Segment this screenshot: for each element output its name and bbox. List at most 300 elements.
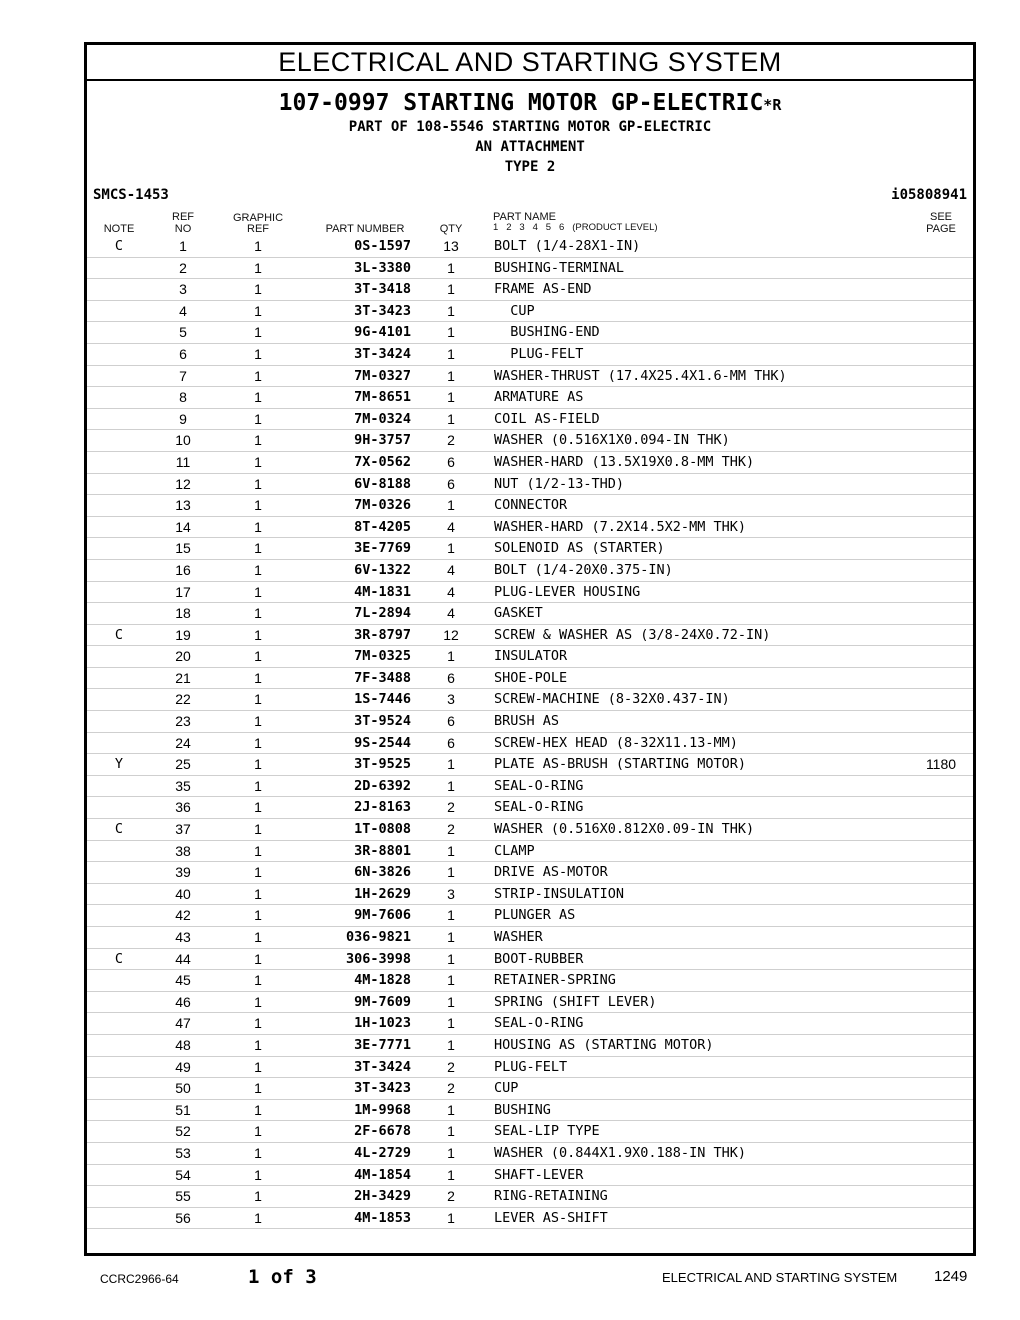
type-line: TYPE 2	[504, 159, 556, 175]
part-number-cell: 7M-0325	[354, 648, 411, 665]
table-row	[87, 409, 973, 431]
part-name-cell: BUSHING-END	[494, 324, 600, 341]
part-name-cell: SEAL-LIP TYPE	[494, 1123, 600, 1140]
part-number-cell: 1H-1023	[354, 1015, 411, 1032]
graphic-ref-cell: 1	[254, 238, 262, 254]
part-name-cell: CUP	[494, 302, 535, 319]
ref-no-cell: 38	[175, 842, 191, 859]
table-row	[87, 452, 973, 474]
ref-no-cell: 12	[175, 475, 191, 492]
qty-cell: 1	[447, 1101, 455, 1118]
table-row	[87, 258, 973, 280]
part-number-cell: 1M-9968	[354, 1101, 411, 1118]
table-row	[87, 1143, 973, 1165]
ref-no-cell: 37	[175, 821, 191, 838]
part-number-cell: 9H-3757	[354, 432, 411, 449]
graphic-ref-cell: 1	[254, 929, 262, 945]
graphic-ref-cell: 1	[254, 799, 262, 816]
footer-section-title: ELECTRICAL AND STARTING SYSTEM	[662, 1270, 898, 1285]
part-name-cell: BOLT (1/4-28X1-IN)	[494, 238, 641, 254]
part-name-cell: WASHER-THRUST (17.4X25.4X1.6-MM THK)	[494, 367, 787, 384]
system-title: ELECTRICAL AND STARTING SYSTEM	[87, 45, 973, 81]
qty-cell: 1	[447, 389, 455, 406]
note-cell: C	[114, 950, 124, 967]
table-row	[87, 754, 973, 776]
graphic-ref-cell: 1	[254, 1123, 262, 1140]
part-number-cell: 4M-1828	[354, 972, 411, 989]
ref-no-cell: 16	[175, 561, 191, 578]
table-row	[87, 430, 973, 452]
table-row	[87, 625, 973, 647]
col-graphic-header-2: REF	[247, 223, 269, 235]
part-name-cell: RETAINER-SPRING	[494, 972, 616, 989]
attachment-line: AN ATTACHMENT	[475, 139, 585, 155]
graphic-ref-cell: 1	[254, 713, 262, 730]
part-number-cell: 7F-3488	[354, 669, 411, 686]
table-row	[87, 344, 973, 366]
table-row	[87, 884, 973, 906]
part-number-cell: 3R-8797	[354, 626, 411, 643]
qty-cell: 2	[447, 432, 455, 449]
part-name-cell: CLAMP	[494, 842, 535, 859]
qty-cell: 4	[447, 583, 455, 600]
graphic-ref-cell: 1	[254, 475, 262, 492]
part-number-cell: 9M-7609	[354, 993, 411, 1010]
qty-cell: 1	[447, 648, 455, 665]
part-number-cell: 3T-3424	[354, 1058, 411, 1075]
col-see-header-1: SEE	[929, 211, 952, 223]
qty-cell: 3	[447, 885, 455, 902]
graphic-ref-cell: 1	[254, 842, 262, 859]
qty-cell: 1	[447, 864, 455, 881]
document-code: CCRC2966-64	[100, 1272, 179, 1286]
part-number-cell: 7M-0327	[354, 367, 411, 384]
graphic-ref-cell: 1	[254, 432, 262, 449]
table-row	[87, 992, 973, 1014]
page-of-indicator: 1 of 3	[248, 1266, 317, 1288]
part-number-cell: 3T-3424	[354, 345, 411, 362]
table-row	[87, 905, 973, 927]
graphic-ref-cell: 1	[254, 410, 262, 427]
part-number-cell: 7M-8651	[354, 389, 411, 406]
part-name-cell: SCREW-MACHINE (8-32X0.437-IN)	[494, 691, 730, 708]
part-number-cell: 2D-6392	[354, 777, 411, 794]
qty-cell: 1	[447, 972, 455, 989]
ref-no-cell: 7	[179, 367, 187, 384]
part-number-cell: 3T-9525	[354, 756, 411, 773]
part-name-cell: COIL AS-FIELD	[494, 410, 600, 427]
ref-no-cell: 15	[175, 540, 191, 557]
part-name-cell: INSULATOR	[494, 648, 568, 665]
qty-cell: 1	[447, 410, 455, 427]
graphic-ref-cell: 1	[254, 1058, 262, 1075]
qty-cell: 1	[447, 950, 455, 967]
graphic-ref-cell: 1	[254, 1036, 262, 1053]
ref-no-cell: 36	[175, 799, 191, 816]
table-row	[87, 776, 973, 798]
qty-cell: 1	[447, 259, 455, 276]
ref-no-cell: 3	[179, 281, 187, 298]
qty-cell: 1	[447, 497, 455, 514]
qty-cell: 1	[447, 324, 455, 341]
part-number-cell: 2H-3429	[354, 1188, 411, 1205]
table-row	[87, 733, 973, 755]
graphic-ref-cell: 1	[254, 777, 262, 794]
ref-no-cell: 48	[175, 1036, 191, 1053]
qty-cell: 1	[447, 777, 455, 794]
graphic-ref-cell: 1	[254, 561, 262, 578]
part-name-cell: WASHER-HARD (7.2X14.5X2-MM THK)	[494, 518, 746, 535]
table-row	[87, 517, 973, 539]
part-name-cell: WASHER	[494, 929, 543, 945]
part-number-cell: 3E-7771	[354, 1036, 411, 1053]
table-row	[87, 279, 973, 301]
part-name-cell: WASHER (0.516X0.812X0.09-IN THK)	[494, 821, 755, 838]
ref-no-cell: 4	[179, 302, 187, 319]
ref-no-cell: 24	[175, 734, 191, 751]
part-number-cell: 9G-4101	[354, 324, 411, 341]
ref-no-cell: 55	[175, 1188, 191, 1205]
qty-cell: 1	[447, 540, 455, 557]
ref-no-cell: 50	[175, 1080, 191, 1097]
ref-no-cell: 22	[175, 691, 191, 708]
qty-cell: 1	[447, 1144, 455, 1161]
ref-no-cell: 14	[175, 518, 191, 535]
table-row	[87, 819, 973, 841]
part-name-cell: BRUSH AS	[494, 713, 560, 730]
part-name-cell: BOOT-RUBBER	[494, 950, 584, 967]
table-row	[87, 1100, 973, 1122]
graphic-ref-cell: 1	[254, 367, 262, 384]
part-name-cell: WASHER-HARD (13.5X19X0.8-MM THK)	[494, 453, 755, 470]
ref-no-cell: 52	[175, 1123, 191, 1140]
col-ref-header-2: NO	[174, 223, 192, 235]
ref-no-cell: 5	[179, 324, 187, 341]
table-row	[87, 1121, 973, 1143]
qty-cell: 1	[447, 929, 455, 945]
table-row	[87, 301, 973, 323]
ref-no-cell: 17	[175, 583, 191, 600]
part-name-cell: WASHER (0.844X1.9X0.188-IN THK)	[494, 1144, 746, 1161]
col-qty-header: QTY	[439, 223, 463, 235]
qty-cell: 4	[447, 605, 455, 622]
part-name-cell: BUSHING-TERMINAL	[494, 259, 625, 276]
part-name-cell: PLUNGER AS	[494, 907, 576, 924]
ref-no-cell: 11	[175, 453, 191, 470]
part-of-line: PART OF 108-5546 STARTING MOTOR GP-ELECTRIC	[348, 119, 712, 135]
part-number-cell: 2F-6678	[354, 1123, 411, 1140]
ref-no-cell: 10	[175, 432, 191, 449]
graphic-ref-cell: 1	[254, 993, 262, 1010]
qty-cell: 1	[447, 1209, 455, 1226]
note-cell: C	[114, 626, 124, 643]
graphic-ref-cell: 1	[254, 605, 262, 622]
table-row	[87, 582, 973, 604]
qty-cell: 12	[443, 626, 459, 643]
col-part-name-header: PART NAME	[493, 211, 556, 223]
ref-no-cell: 6	[179, 345, 187, 362]
part-name-cell: DRIVE AS-MOTOR	[494, 864, 608, 881]
qty-cell: 2	[447, 799, 455, 816]
graphic-ref-cell: 1	[254, 1015, 262, 1032]
ref-no-cell: 43	[175, 929, 191, 945]
part-number-cell: 4M-1853	[354, 1209, 411, 1226]
qty-cell: 1	[447, 1015, 455, 1032]
part-name-cell: LEVER AS-SHIFT	[494, 1209, 608, 1226]
table-row	[87, 668, 973, 690]
table-row	[87, 841, 973, 863]
part-number-cell: 6V-1322	[354, 561, 411, 578]
qty-cell: 4	[447, 561, 455, 578]
ref-no-cell: 25	[175, 756, 191, 773]
table-row	[87, 927, 973, 949]
graphic-ref-cell: 1	[254, 950, 262, 967]
qty-cell: 4	[447, 518, 455, 535]
graphic-ref-cell: 1	[254, 864, 262, 881]
note-cell: Y	[114, 756, 124, 773]
part-number-cell: 7M-0326	[354, 497, 411, 514]
graphic-ref-cell: 1	[254, 648, 262, 665]
qty-cell: 13	[443, 238, 459, 254]
graphic-ref-cell: 1	[254, 453, 262, 470]
part-number-cell: 0S-1597	[354, 238, 411, 254]
table-row	[87, 1165, 973, 1187]
ref-no-cell: 1	[179, 238, 187, 254]
graphic-ref-cell: 1	[254, 756, 262, 773]
table-row	[87, 1186, 973, 1208]
group-title-text: 107-0997 STARTING MOTOR GP-ELECTRIC	[278, 90, 764, 116]
qty-cell: 1	[447, 1123, 455, 1140]
part-name-cell: PLATE AS-BRUSH (STARTING MOTOR)	[494, 756, 746, 773]
graphic-ref-cell: 1	[254, 907, 262, 924]
table-row	[87, 603, 973, 625]
part-name-cell: SHAFT-LEVER	[494, 1166, 584, 1183]
ref-no-cell: 19	[175, 626, 191, 643]
table-row	[87, 236, 973, 258]
table-row	[87, 797, 973, 819]
ref-no-cell: 8	[179, 389, 187, 406]
part-number-cell: 4M-1831	[354, 583, 411, 600]
part-name-cell: PLUG-FELT	[494, 1058, 568, 1075]
part-name-cell: SEAL-O-RING	[494, 777, 584, 794]
table-row	[87, 862, 973, 884]
ref-no-cell: 21	[175, 669, 191, 686]
part-number-cell: 3R-8801	[354, 842, 411, 859]
graphic-ref-cell: 1	[254, 345, 262, 362]
part-number-cell: 6N-3826	[354, 864, 411, 881]
graphic-ref-cell: 1	[254, 821, 262, 838]
part-number-cell: 7M-0324	[354, 410, 411, 427]
ref-no-cell: 45	[175, 972, 191, 989]
part-number-cell: 3T-3423	[354, 1080, 411, 1097]
graphic-ref-cell: 1	[254, 583, 262, 600]
graphic-ref-cell: 1	[254, 302, 262, 319]
graphic-ref-cell: 1	[254, 691, 262, 708]
col-product-level-header: 1 2 3 4 5 6 (PRODUCT LEVEL)	[493, 222, 658, 233]
footer-page-number: 1249	[934, 1268, 968, 1285]
graphic-ref-cell: 1	[254, 497, 262, 514]
table-row	[87, 387, 973, 409]
qty-cell: 1	[447, 345, 455, 362]
col-graphic-header-1: GRAPHIC	[232, 212, 284, 224]
part-name-cell: SPRING (SHIFT LEVER)	[494, 993, 657, 1010]
part-name-cell: WASHER (0.516X1X0.094-IN THK)	[494, 432, 730, 449]
ref-no-cell: 23	[175, 713, 191, 730]
part-number-cell: 9S-2544	[354, 734, 411, 751]
part-number-cell: 4M-1854	[354, 1166, 411, 1183]
table-row	[87, 1078, 973, 1100]
ref-no-cell: 18	[175, 605, 191, 622]
graphic-ref-cell: 1	[254, 1188, 262, 1205]
table-row	[87, 495, 973, 517]
part-name-cell: BUSHING	[494, 1101, 551, 1118]
qty-cell: 1	[447, 756, 455, 773]
graphic-ref-cell: 1	[254, 626, 262, 643]
note-cell: C	[114, 821, 124, 838]
ref-no-cell: 40	[175, 885, 191, 902]
qty-cell: 1	[447, 367, 455, 384]
graphic-ref-cell: 1	[254, 324, 262, 341]
parts-page-frame	[84, 42, 976, 1256]
note-cell: C	[114, 238, 124, 254]
qty-cell: 1	[447, 842, 455, 859]
part-name-cell: SEAL-O-RING	[494, 799, 584, 816]
col-note-header: NOTE	[103, 223, 135, 235]
part-number-cell: 7X-0562	[354, 453, 411, 470]
part-name-cell: SOLENOID AS (STARTER)	[494, 540, 665, 557]
ref-no-cell: 53	[175, 1144, 191, 1161]
ref-no-cell: 2	[179, 259, 187, 276]
part-name-cell: SEAL-O-RING	[494, 1015, 584, 1032]
table-row	[87, 560, 973, 582]
qty-cell: 1	[447, 281, 455, 298]
see-page-cell: 1180	[925, 756, 957, 773]
part-name-cell: RING-RETAINING	[494, 1188, 608, 1205]
part-number-cell: 3T-3418	[354, 281, 411, 298]
ref-no-cell: 51	[175, 1101, 191, 1118]
graphic-ref-cell: 1	[254, 259, 262, 276]
table-row	[87, 474, 973, 496]
part-number-cell: 3L-3380	[354, 259, 411, 276]
qty-cell: 6	[447, 475, 455, 492]
part-name-cell: BOLT (1/4-20X0.375-IN)	[494, 561, 673, 578]
table-row	[87, 1013, 973, 1035]
part-name-cell: STRIP-INSULATION	[494, 885, 625, 902]
ref-no-cell: 54	[175, 1166, 191, 1183]
part-name-cell: SHOE-POLE	[494, 669, 568, 686]
part-number-cell: 1S-7446	[354, 691, 411, 708]
qty-cell: 1	[447, 1166, 455, 1183]
qty-cell: 6	[447, 713, 455, 730]
part-number-cell: 8T-4205	[354, 518, 411, 535]
graphic-ref-cell: 1	[254, 389, 262, 406]
qty-cell: 2	[447, 1080, 455, 1097]
graphic-ref-cell: 1	[254, 1209, 262, 1226]
qty-cell: 3	[447, 691, 455, 708]
qty-cell: 1	[447, 907, 455, 924]
ref-no-cell: 9	[179, 410, 187, 427]
table-row	[87, 689, 973, 711]
part-number-cell: 306-3998	[345, 950, 411, 967]
qty-cell: 1	[447, 1036, 455, 1053]
part-name-cell: SCREW & WASHER AS (3/8-24X0.72-IN)	[494, 626, 771, 643]
part-number-cell: 3E-7769	[354, 540, 411, 557]
part-name-cell: HOUSING AS (STARTING MOTOR)	[494, 1036, 714, 1053]
part-number-cell: 1T-0808	[354, 821, 411, 838]
ref-no-cell: 56	[175, 1209, 191, 1226]
part-number-cell: 1H-2629	[354, 885, 411, 902]
part-name-cell: GASKET	[494, 605, 543, 622]
ref-no-cell: 35	[175, 777, 191, 794]
graphic-ref-cell: 1	[254, 972, 262, 989]
graphic-ref-cell: 1	[254, 540, 262, 557]
ref-no-cell: 20	[175, 648, 191, 665]
table-row	[87, 711, 973, 733]
qty-cell: 6	[447, 453, 455, 470]
part-number-cell: 4L-2729	[354, 1144, 411, 1161]
part-number-cell: 6V-8188	[354, 475, 411, 492]
table-row	[87, 646, 973, 668]
ref-no-cell: 13	[175, 497, 191, 514]
graphic-ref-cell: 1	[254, 734, 262, 751]
ref-no-cell: 46	[175, 993, 191, 1010]
part-name-cell: CONNECTOR	[494, 497, 568, 514]
table-row	[87, 970, 973, 992]
table-row	[87, 538, 973, 560]
parts-list	[87, 236, 973, 1229]
table-row	[87, 366, 973, 388]
graphic-ref-cell: 1	[254, 885, 262, 902]
qty-cell: 6	[447, 669, 455, 686]
group-title	[87, 89, 973, 119]
qty-cell: 2	[447, 1188, 455, 1205]
ref-no-cell: 39	[175, 864, 191, 881]
col-see-header-2: PAGE	[926, 223, 956, 235]
graphic-ref-cell: 1	[254, 1101, 262, 1118]
part-name-cell: PLUG-LEVER HOUSING	[494, 583, 641, 600]
qty-cell: 1	[447, 302, 455, 319]
part-name-cell: CUP	[494, 1080, 519, 1097]
part-number-cell: 3T-3423	[354, 302, 411, 319]
part-name-cell: FRAME AS-END	[494, 281, 592, 298]
graphic-ref-cell: 1	[254, 1080, 262, 1097]
col-part-number-header: PART NUMBER	[325, 223, 405, 235]
smcs-code: SMCS-1453	[93, 187, 169, 203]
part-number-cell: 036-9821	[345, 929, 411, 945]
graphic-ref-cell: 1	[254, 518, 262, 535]
part-number-cell: 3T-9524	[354, 713, 411, 730]
part-name-cell: PLUG-FELT	[494, 345, 584, 362]
ref-no-cell: 49	[175, 1058, 191, 1075]
table-row	[87, 949, 973, 971]
qty-cell: 2	[447, 1058, 455, 1075]
part-number-cell: 2J-8163	[354, 799, 411, 816]
graphic-ref-cell: 1	[254, 1166, 262, 1183]
table-row	[87, 1057, 973, 1079]
ref-no-cell: 47	[175, 1015, 191, 1032]
qty-cell: 1	[447, 993, 455, 1010]
col-ref-header-1: REF	[172, 211, 194, 223]
part-name-cell: ARMATURE AS	[494, 389, 584, 406]
part-number-cell: 7L-2894	[354, 605, 411, 622]
part-name-cell: NUT (1/2-13-THD)	[494, 475, 625, 492]
ref-no-cell: 42	[175, 907, 191, 924]
table-row	[87, 322, 973, 344]
graphic-ref-cell: 1	[254, 669, 262, 686]
qty-cell: 2	[447, 821, 455, 838]
group-title-suffix: *R	[763, 96, 782, 114]
table-row	[87, 1208, 973, 1230]
